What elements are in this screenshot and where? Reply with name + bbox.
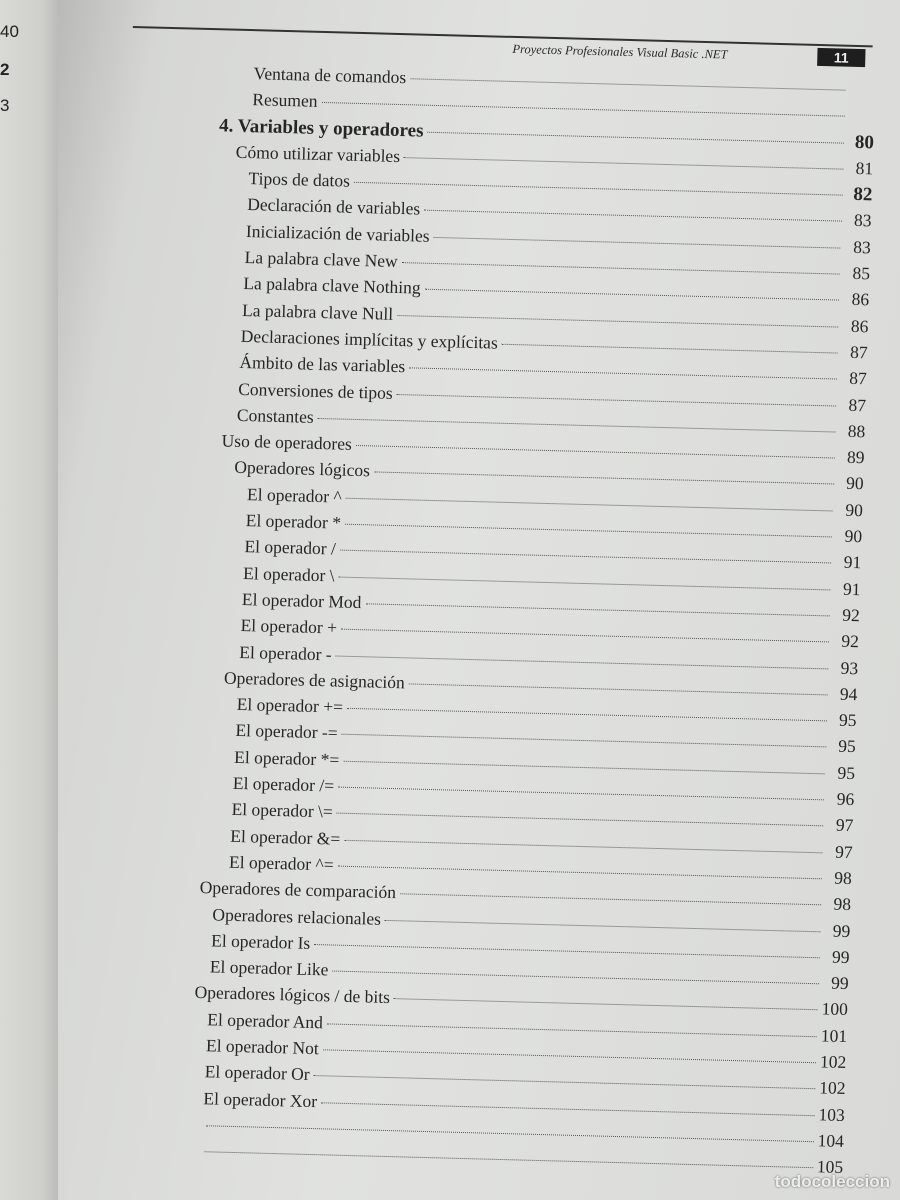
toc-entry-page: 87: [849, 368, 868, 389]
toc-entry-page: 90: [845, 499, 864, 521]
left-page-edge: [0, 0, 60, 1200]
dot-leader: [424, 210, 841, 222]
page-content: [58, 0, 900, 1200]
toc-entry-page: 95: [838, 709, 857, 731]
dot-leader: [327, 1023, 817, 1037]
toc-entry-label: Operadores lógicos: [234, 457, 371, 481]
dot-leader: [400, 893, 821, 905]
dot-leader: [336, 655, 829, 669]
dot-leader: [321, 102, 844, 117]
dot-leader: [342, 734, 826, 748]
toc-entry-page: 89: [846, 446, 865, 468]
dot-leader: [338, 866, 822, 880]
dot-leader: [425, 289, 840, 301]
toc-entry-label: La palabra clave Nothing: [243, 273, 421, 298]
toc-entry-page: 95: [838, 736, 857, 757]
dot-leader: [205, 1151, 813, 1168]
toc-entry-label: El operador ^=: [228, 851, 334, 875]
toc-entry-label: Uso de operadores: [221, 430, 353, 455]
dot-leader: [427, 131, 843, 143]
dot-leader: [343, 760, 825, 774]
dot-leader: [346, 497, 833, 511]
toc-entry-label: El operador Like: [209, 956, 329, 980]
toc-entry-page: 105: [816, 1156, 844, 1178]
toc-entry-page: 102: [819, 1051, 847, 1072]
toc-entry-label: Operadores lógicos / de bits: [194, 982, 391, 1008]
toc-entry-page: 99: [831, 946, 850, 967]
toc-entry-label: El operador Mod: [241, 588, 362, 613]
toc-entry-page: 96: [836, 788, 855, 810]
toc-entry-label: Operadores relacionales: [212, 903, 382, 929]
page-number-badge: 11: [817, 48, 865, 67]
toc-entry-page: 90: [844, 525, 863, 547]
toc-entry-label: El operador *: [245, 510, 342, 533]
toc-entry-page: 102: [819, 1077, 846, 1099]
dot-leader: [345, 524, 832, 538]
dot-leader: [356, 445, 835, 459]
toc-entry-label: El operador Xor: [203, 1087, 318, 1111]
dot-leader: [374, 472, 834, 485]
dot-leader: [332, 971, 818, 985]
dot-leader: [365, 603, 829, 616]
toc-entry-label: El operador Or: [204, 1061, 310, 1085]
dot-leader: [394, 999, 818, 1011]
toc-entry-page: 86: [851, 289, 870, 310]
toc-entry-label: Operadores de comparación: [199, 877, 397, 903]
toc-entry-label: Conversiones de tipos: [237, 378, 394, 403]
toc-entry-page: 93: [840, 657, 859, 678]
toc-entry-page: 100: [821, 998, 849, 1020]
toc-entry-label: Ventana de comandos: [253, 63, 407, 88]
toc-entry-page: 99: [830, 972, 849, 994]
dot-leader: [344, 839, 822, 853]
toc-entry-label: Declaraciones implícitas y explícitas: [240, 325, 499, 353]
left-page-number: 40: [0, 22, 19, 41]
toc-entry-page: 87: [848, 394, 867, 415]
dot-leader: [318, 418, 836, 433]
toc-entry-page: 81: [855, 157, 874, 179]
toc-entry-label: El operador +: [240, 615, 338, 638]
dot-leader: [397, 315, 838, 328]
toc-entry-label: El operador /: [244, 536, 337, 559]
header-rule: [133, 26, 873, 47]
toc-entry-label: La palabra clave New: [244, 247, 398, 272]
toc-entry-label: El operador -: [239, 641, 332, 664]
dot-leader: [323, 1049, 816, 1063]
toc-entry-label: El operador Not: [205, 1035, 320, 1059]
running-header: Proyectos Profesionales Visual Basic .NET: [512, 41, 728, 62]
toc-entry-page: 92: [841, 630, 860, 652]
dot-leader: [338, 576, 830, 590]
dot-leader: [314, 944, 819, 958]
toc-entry-page: 101: [820, 1025, 848, 1046]
toc-entry-page: 87: [849, 341, 868, 363]
dot-leader: [397, 394, 836, 407]
dot-leader: [402, 262, 840, 274]
toc-entry-page: 83: [853, 236, 872, 258]
toc-entry-label: Declaración de variables: [247, 194, 421, 220]
watermark: todocoleccion: [774, 1172, 890, 1191]
left-page-number: 3: [0, 96, 10, 115]
dot-leader: [347, 708, 827, 722]
dot-leader: [321, 1102, 814, 1116]
dot-leader: [341, 629, 829, 643]
table-of-contents: [58, 58, 900, 1184]
toc-entry-label: El operador -=: [235, 720, 338, 744]
toc-entry-page: 104: [817, 1130, 845, 1151]
toc-entry-label: Inicialización de variables: [245, 220, 430, 246]
toc-entry-page: 80: [854, 131, 875, 154]
dot-leader: [502, 344, 838, 354]
toc-entry-label: El operador ^: [246, 483, 343, 507]
dot-leader: [404, 157, 843, 169]
toc-entry-page: 90: [845, 473, 864, 494]
toc-entry-page: 103: [818, 1103, 846, 1125]
toc-entry-label: El operador &=: [230, 825, 341, 849]
toc-entry-page: 83: [853, 210, 872, 231]
toc-entry-label: El operador +=: [236, 694, 344, 717]
toc-entry-page: 92: [841, 604, 860, 626]
dot-leader: [434, 237, 841, 249]
toc-entry-label: La palabra clave Null: [241, 299, 394, 324]
toc-entry-label: 4. Variables y operadores: [218, 114, 424, 142]
toc-entry-label: El operador *=: [233, 746, 340, 770]
toc-entry-page: 91: [842, 578, 861, 599]
toc-entry-page: 98: [833, 893, 852, 915]
toc-entry-page: 99: [832, 920, 851, 941]
left-page-number: 2: [0, 60, 10, 79]
toc-entry-page: 86: [850, 315, 869, 337]
toc-entry-page: [849, 95, 875, 96]
dot-leader: [337, 813, 824, 827]
toc-entry-label: Resumen: [252, 89, 318, 112]
toc-entry-page: 82: [853, 184, 873, 206]
toc-entry-label: El operador \: [242, 562, 335, 586]
book-page: [58, 0, 900, 1200]
dot-leader: [338, 787, 824, 801]
toc-entry-page: 91: [843, 552, 862, 573]
dot-leader: [409, 368, 837, 380]
toc-entry-page: 94: [839, 683, 858, 705]
toc-entry-page: 88: [847, 420, 866, 442]
toc-entry-label: El operador /=: [232, 772, 335, 796]
toc-entry-page: 97: [835, 814, 854, 836]
toc-entry-label: El operador And: [207, 1008, 324, 1032]
toc-entry-label: Tipos de datos: [248, 168, 351, 191]
toc-entry-page: 98: [834, 867, 853, 888]
toc-entry-label: El operador Is: [210, 930, 311, 953]
toc-entry-label: Ámbito de las variables: [239, 352, 406, 377]
toc-entry-label: Cómo utilizar variables: [235, 141, 401, 166]
toc-entry-page: 97: [834, 841, 853, 862]
dot-leader: [385, 919, 820, 931]
toc-entry-label: Operadores de asignación: [223, 667, 406, 693]
toc-entry-label: El operador \=: [231, 799, 334, 822]
dot-leader: [340, 550, 832, 564]
dot-leader: [206, 1125, 814, 1142]
toc-entry-page: [849, 121, 875, 122]
dot-leader: [409, 683, 828, 695]
dot-leader: [314, 1075, 816, 1089]
dot-leader: [410, 78, 845, 90]
toc-entry-page: 85: [852, 262, 871, 284]
toc-entry-page: 95: [837, 762, 856, 783]
toc-entry-label: Constantes: [236, 404, 314, 427]
dot-leader: [354, 182, 842, 196]
